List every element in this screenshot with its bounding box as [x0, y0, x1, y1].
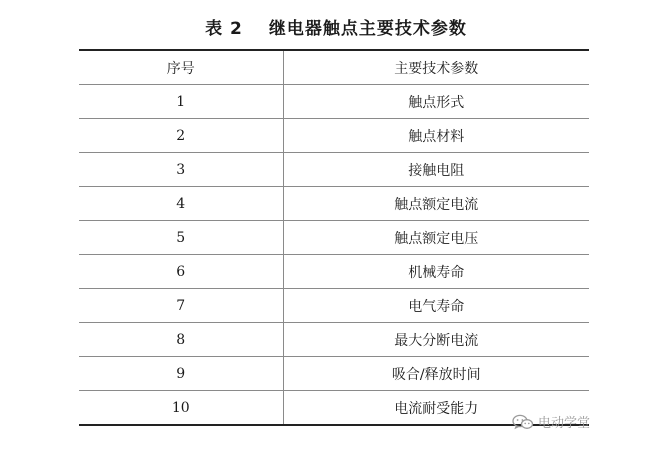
parameter-cell: 接触电阻: [283, 153, 589, 187]
parameter-table-container: [79, 49, 589, 426]
serial-cell: 7: [79, 289, 283, 323]
header-parameter: 主要技术参数: [283, 50, 589, 85]
table-row: [79, 255, 589, 289]
parameter-cell: 触点形式: [283, 85, 589, 119]
parameter-cell: 电气寿命: [283, 289, 589, 323]
table-row: [79, 357, 589, 391]
parameter-cell: 最大分断电流: [283, 323, 589, 357]
watermark-text: 电动学堂: [538, 416, 591, 431]
serial-cell: 2: [79, 119, 283, 153]
parameter-cell: 触点额定电流: [283, 187, 589, 221]
parameter-cell: 吸合/释放时间: [283, 357, 589, 391]
table-row: [79, 323, 589, 357]
serial-cell: 1: [79, 85, 283, 119]
serial-cell: 5: [79, 221, 283, 255]
table-row: [79, 85, 589, 119]
table-row: [79, 187, 589, 221]
serial-cell: 9: [79, 357, 283, 391]
table-row: [79, 221, 589, 255]
table-row: [79, 119, 589, 153]
table-row: [79, 289, 589, 323]
table-row: [79, 153, 589, 187]
parameter-cell: 触点额定电压: [283, 221, 589, 255]
parameter-cell: 触点材料: [283, 119, 589, 153]
parameter-table: [79, 49, 589, 426]
serial-cell: 10: [79, 391, 283, 426]
serial-cell: 3: [79, 153, 283, 187]
header-row: [79, 50, 589, 85]
serial-cell: 8: [79, 323, 283, 357]
table-title: 继电器触点主要技术参数: [268, 19, 467, 39]
watermark: [512, 412, 590, 431]
table-caption: [0, 14, 672, 39]
wechat-icon: [512, 414, 534, 430]
table-number: 表 2: [205, 19, 243, 39]
serial-cell: 6: [79, 255, 283, 289]
header-serial: 序号: [79, 50, 283, 85]
parameter-cell: 机械寿命: [283, 255, 589, 289]
serial-cell: 4: [79, 187, 283, 221]
parameter-cell: 电流耐受能力: [283, 391, 589, 426]
